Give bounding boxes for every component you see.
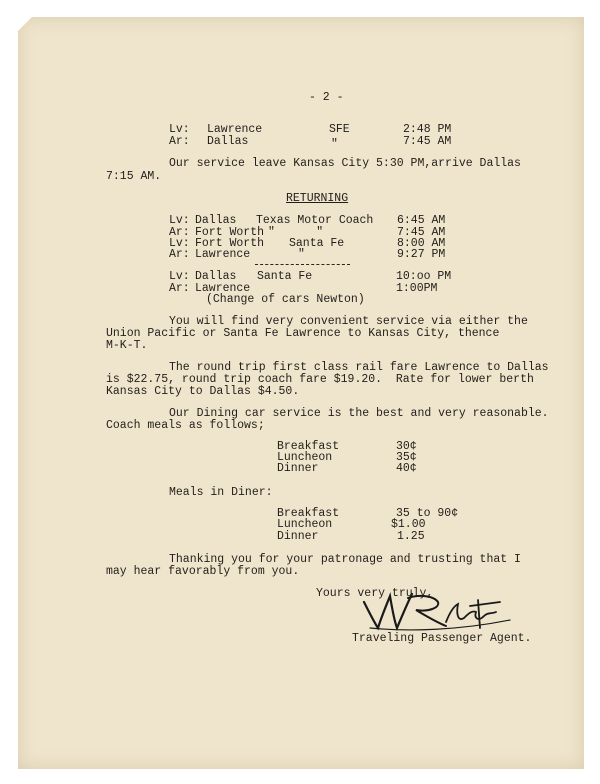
paragraph-line: Kansas City to Dallas $4.50. <box>106 385 300 398</box>
schedule-out-station: Dallas <box>207 135 249 148</box>
return-station: Dallas <box>195 214 237 227</box>
closing: Yours very truly, <box>316 587 434 600</box>
paragraph-line: is $22.75, round trip coach fare $19.20. Rate for lower berth <box>106 373 534 386</box>
return-station: Fort Worth <box>195 237 265 250</box>
return-station: Lawrence <box>195 282 251 295</box>
handwritten-signature <box>350 588 520 636</box>
meal-name: Breakfast <box>277 507 340 520</box>
paragraph-line: Union Pacific or Santa Fe Lawrence to Kansas City, thence <box>106 327 500 340</box>
meal-price: 30¢ <box>396 440 417 453</box>
meal-price: 40¢ <box>396 462 417 475</box>
meal-price: $1.00 <box>391 518 426 531</box>
separator-line <box>255 264 350 265</box>
return-station: Fort Worth <box>195 226 265 239</box>
schedule-out-code: Lv: <box>169 123 190 136</box>
return-time: 8:00 AM <box>397 237 446 250</box>
return-code: Ar: <box>169 248 190 261</box>
return-station: Dallas <box>195 270 237 283</box>
return-time: 1:00PM <box>396 282 438 295</box>
meal-name: Breakfast <box>277 440 340 453</box>
paragraph-line: Coach meals as follows; <box>106 419 265 432</box>
return-station: Lawrence <box>195 248 251 261</box>
meal-name: Luncheon <box>277 451 333 464</box>
paragraph-line: Thanking you for your patronage and trusting that I <box>169 553 521 566</box>
paragraph-line: The round trip first class rail fare Lawrence to Dallas <box>169 361 549 374</box>
return-code: Ar: <box>169 282 190 295</box>
return-code: Lv: <box>169 237 190 250</box>
schedule-out-code: Ar: <box>169 135 190 148</box>
return-code: Ar: <box>169 226 190 239</box>
service-text-line: 7:15 AM. <box>106 170 162 183</box>
schedule-out-line: SFE <box>329 123 350 136</box>
paragraph-line: may hear favorably from you. <box>106 565 300 578</box>
return-time: 9:27 PM <box>397 248 446 261</box>
meal-price: 35 to 90¢ <box>396 507 459 520</box>
meal-name: Dinner <box>277 462 319 475</box>
returning-heading: RETURNING <box>286 192 349 205</box>
return-line: Santa Fe <box>257 270 313 283</box>
meal-name: Luncheon <box>277 518 333 531</box>
meal-name: Dinner <box>277 530 319 543</box>
return-code: Lv: <box>169 270 190 283</box>
return-line: " " <box>268 226 324 239</box>
schedule-out-station: Lawrence <box>207 123 263 136</box>
return-line: Santa Fe <box>289 237 345 250</box>
return-code: Lv: <box>169 214 190 227</box>
paragraph-line: Our Dining car service is the best and very reasonable. <box>169 407 549 420</box>
signature-title: Traveling Passenger Agent. <box>352 632 532 645</box>
return-time: 6:45 AM <box>397 214 446 227</box>
schedule-out-time: 2:48 PM <box>403 123 452 136</box>
return-line: " <box>298 248 305 261</box>
page-number: - 2 - <box>309 91 344 104</box>
change-note: (Change of cars Newton) <box>206 293 365 306</box>
meal-price: 35¢ <box>396 451 417 464</box>
paragraph-line: M-K-T. <box>106 339 148 352</box>
paragraph-line: You will find very convenient service via either the <box>169 315 528 328</box>
schedule-out-time: 7:45 AM <box>403 135 452 148</box>
diner-heading: Meals in Diner: <box>169 486 273 499</box>
return-line: Texas Motor Coach <box>256 214 374 227</box>
return-time: 10:oo PM <box>396 270 452 283</box>
schedule-out-line: " <box>331 138 338 151</box>
service-text-line: Our service leave Kansas City 5:30 PM,arrive Dallas <box>169 157 521 170</box>
meal-price: 1.25 <box>397 530 425 543</box>
return-time: 7:45 AM <box>397 226 446 239</box>
